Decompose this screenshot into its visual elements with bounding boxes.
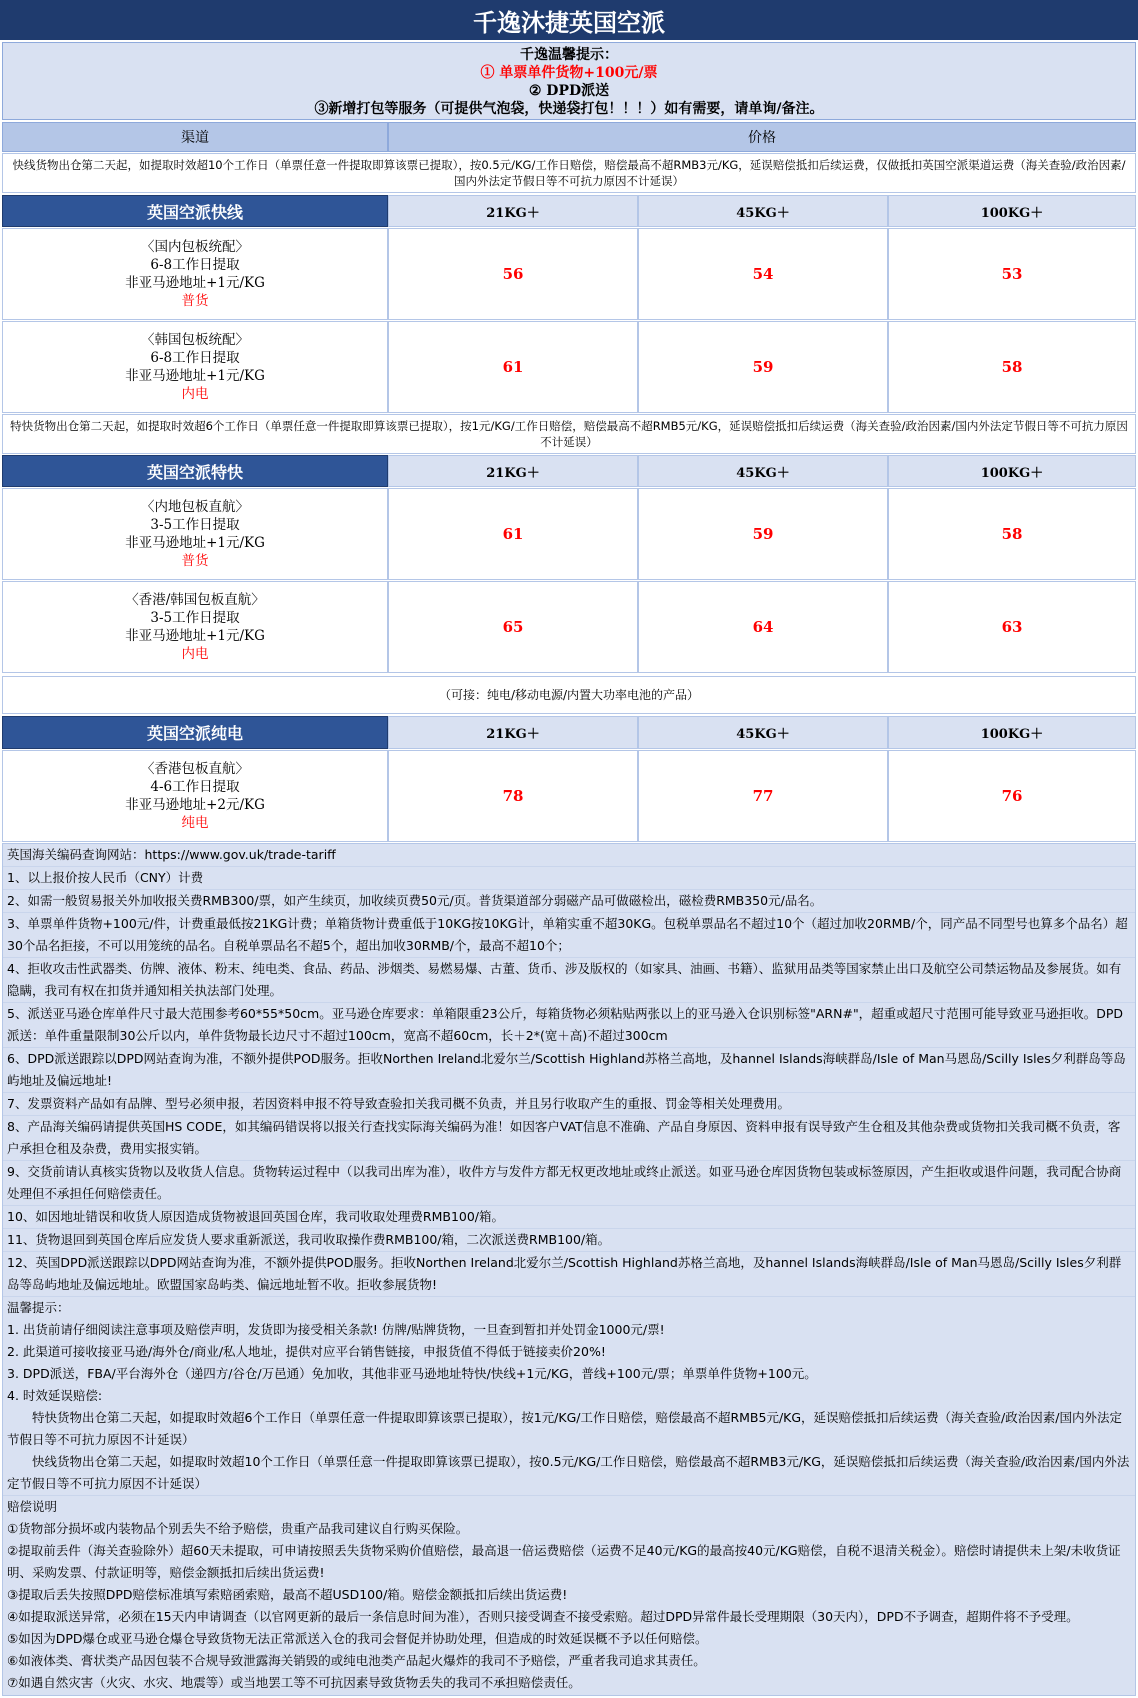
compensation-5: ⑤如因为DPD爆仓或亚马逊仓爆仓导致货物无法正常派送入仓的我司会督促并协助处理，但造成的时效延误概不予以任何赔偿。 <box>7 1631 708 1646</box>
tips-heading: 千逸温馨提示： <box>520 47 618 63</box>
cargo-type-tag: 纯电 <box>181 815 209 831</box>
special-row-1-desc <box>2 488 388 580</box>
special-row-1-price-45: 59 <box>638 488 888 580</box>
surcharge: 非亚马逊地址+2元/KG <box>125 797 265 813</box>
term-12: 12、英国DPD派送跟踪以DPD网站查询为准，不额外提供POD服务。拒收Northen Ireland北爱尔兰/Scottish Highland苏格兰高地，及hannel Islands海峡群岛/Isle of Man马恩岛/Scilly Isles夕利群岛等岛屿地址及偏远地址。欧盟国家岛屿类、偏远地址暂不收。拒收参展货物! <box>3 1252 1135 1297</box>
term-11: 11、货物退回到英国仓库后应发货人要求重新派送，我司收取操作费RMB100/箱，二次派送费RMB100/箱。 <box>3 1229 1135 1252</box>
term-1: 1、以上报价按人民币（CNY）计费 <box>3 867 1135 890</box>
route-name: 〈内地包板直航〉 <box>141 499 249 515</box>
term-8: 8、产品海关编码请提供英国HS CODE，如其编码错误将以报关行查找实际海关编码为准！如因客户VAT信息不准确、产品自身原因、资料申报有误导致产生仓租及其他杂费或货物扣关我司概不负责，客户承担仓租及杂费，费用实报实销。 <box>3 1116 1135 1161</box>
electric-row-1-price-21: 78 <box>388 750 638 842</box>
warm-tip-3: 3. DPD派送，FBA/平台海外仓（递四方/谷仓/万邑通）免加收，其他非亚马逊地址特快/快线+1元/KG，普线+100元/票；单票单件货物+100元。 <box>7 1366 817 1381</box>
transit-time: 6-8工作日提取 <box>150 257 240 273</box>
header-channel: 渠道 <box>2 122 388 152</box>
express-weight-100: 100KG＋ <box>888 195 1136 227</box>
electric-accept-note: （可接：纯电/移动电源/内置大功率电池的产品） <box>2 676 1136 714</box>
term-5: 5、派送亚马逊仓库单件尺寸最大范围参考60*55*50cm。亚马逊仓库要求：单箱限重23公斤，每箱货物必须粘贴两张以上的亚马逊入仓识别标签"ARN#"，超重或超尺寸范围可能导致亚马逊拒收。DPD派送：单件重量限制30公斤以内，单件货物最长边尺寸不超过100cm，宽高不超60cm，长＋2*(宽＋高)不超过300cm <box>3 1003 1135 1048</box>
express-row-1-price-21: 56 <box>388 228 638 320</box>
tips-box <box>2 42 1136 120</box>
electric-row-1-price-45: 77 <box>638 750 888 842</box>
transit-time: 3-5工作日提取 <box>150 517 240 533</box>
express-row-2-desc <box>2 321 388 413</box>
warm-tip-1: 1. 出货前请仔细阅读注意事项及赔偿声明，发货即为接受相关条款! 仿牌/贴牌货物，一旦查到暂扣并处罚金1000元/票! <box>7 1322 665 1337</box>
special-row-2-desc <box>2 581 388 673</box>
cargo-type-tag: 普货 <box>181 553 209 569</box>
tips-line-2: ② DPD派送 <box>528 83 610 99</box>
tariff-website: 英国海关编码查询网站：https://www.gov.uk/trade-tariff <box>3 844 1135 867</box>
compensation-1: ①货物部分损坏或内装物品个别丢失不给予赔偿，贵重产品我司建议自行购买保险。 <box>7 1521 469 1536</box>
terms-section <box>2 843 1136 1696</box>
special-row-2-price-21: 65 <box>388 581 638 673</box>
term-2: 2、如需一般贸易报关外加收报关费RMB300/票，如产生续页，加收续页费50元/页。普货渠道部分弱磁产品可做磁检出，磁检费RMB350元/品名。 <box>3 890 1135 913</box>
electric-row-1-price-100: 76 <box>888 750 1136 842</box>
express-row-1-price-45: 54 <box>638 228 888 320</box>
cargo-type-tag: 普货 <box>181 293 209 309</box>
route-name: 〈香港包板直航〉 <box>141 761 249 777</box>
electric-weight-45: 45KG＋ <box>638 716 888 749</box>
tips-line-3: ③新增打包等服务（可提供气泡袋，快递袋打包！！！）如有需要，请单询/备注。 <box>314 101 824 117</box>
term-3: 3、单票单件货物+100元/件，计费重最低按21KG计费；单箱货物计费重低于10KG按10KG计，单箱实重不超30KG。包税单票品名不超过10个（超过加收20RMB/个，同产品不同型号也算多个品名）超30个品名拒接，不可以用笼统的品名。自税单票品名不超5个，超出加收30RMB/个，最高不超10个； <box>3 913 1135 958</box>
compensation-2: ②提取前丢件（海关查验除外）超60天未提取，可申请按照丢失货物采购价值赔偿，最高退一倍运费赔偿（运费不足40元/KG的最高按40元/KG赔偿，自税不退清关税金）。赔偿时请提供未上架/未收货证明、采购发票、付款证明等，赔偿金额抵扣后续出货运费! <box>7 1543 1121 1580</box>
transit-time: 3-5工作日提取 <box>150 610 240 626</box>
surcharge: 非亚马逊地址+1元/KG <box>125 275 265 291</box>
special-row-2-price-100: 63 <box>888 581 1136 673</box>
warm-tip-4: 4. 时效延误赔偿: <box>7 1388 103 1403</box>
special-row-1-price-100: 58 <box>888 488 1136 580</box>
tips-line-1: ① 单票单件货物+100元/票 <box>480 65 658 81</box>
special-weight-100: 100KG＋ <box>888 455 1136 487</box>
express-row-1-price-100: 53 <box>888 228 1136 320</box>
electric-weight-100: 100KG＋ <box>888 716 1136 749</box>
express-delay-note: 快线货物出仓第二天起，如提取时效超10个工作日（单票任意一件提取即算该票已提取），按0.5元/KG/工作日赔偿，赔偿最高不超RMB3元/KG，延误赔偿抵扣后续运费，仅做抵扣英国空派渠道运费（海关查验/政治因素/国内外法定节假日等不可抗力原因不计延误） <box>2 153 1136 193</box>
warm-tip-2: 2. 此渠道可接收接亚马逊/海外仓/商业/私人地址，提供对应平台销售链接，申报货值不得低于链接卖价20%! <box>7 1344 606 1359</box>
sheet-title: 千逸沐捷英国空派 <box>0 0 1138 40</box>
term-7: 7、发票资料产品如有品牌、型号必须申报，若因资料申报不符导致查验扣关我司概不负责，并且另行收取产生的重报、罚金等相关处理费用。 <box>3 1093 1135 1116</box>
compensation-7: ⑦如遇自然灾害（火灾、水灾、地震等）或当地罢工等不可抗因素导致货物丢失的我司不承担赔偿责任。 <box>7 1675 581 1690</box>
surcharge: 非亚马逊地址+1元/KG <box>125 535 265 551</box>
express-row-2-price-45: 59 <box>638 321 888 413</box>
express-channel-name: 英国空派快线 <box>2 195 388 227</box>
express-weight-21: 21KG＋ <box>388 195 638 227</box>
compensation-title: 赔偿说明 <box>7 1499 58 1514</box>
special-delay-note: 特快货物出仓第二天起，如提取时效超6个工作日（单票任意一件提取即算该票已提取），按1元/KG/工作日赔偿，赔偿最高不超RMB5元/KG，延误赔偿抵扣后续运费（海关查验/政治因素/国内外法定节假日等不可抗力原因不计延误） <box>2 414 1136 454</box>
electric-channel-name: 英国空派纯电 <box>2 716 388 749</box>
transit-time: 4-6工作日提取 <box>150 779 240 795</box>
term-4: 4、拒收攻击性武器类、仿牌、液体、粉末、纯电类、食品、药品、涉烟类、易燃易爆、古董、货币、涉及版权的（如家具、油画、书籍）、监狱用品类等国家禁止出口及航空公司禁运物品及参展货。如有隐瞒，我司有权在扣货并通知相关执法部门处理。 <box>3 958 1135 1003</box>
route-name: 〈韩国包板统配〉 <box>141 332 249 348</box>
compensation-4: ④如提取派送异常，必须在15天内申请调查（以官网更新的最后一条信息时间为准），否则只接受调查不接受索赔。超过DPD异常件最长受理期限（30天内），DPD不予调查，超期件将不予受理。 <box>7 1609 1079 1624</box>
route-name: 〈国内包板统配〉 <box>141 239 249 255</box>
cargo-type-tag: 内电 <box>181 386 209 402</box>
express-weight-45: 45KG＋ <box>638 195 888 227</box>
compensation-6: ⑥如液体类、膏状类产品因包装不合规导致泄露海关销毁的或纯电池类产品起火爆炸的我司不予赔偿，严重者我司追求其责任。 <box>7 1653 706 1668</box>
special-channel-name: 英国空派特快 <box>2 455 388 487</box>
warm-tip-4-special: 特快货物出仓第二天起，如提取时效超6个工作日（单票任意一件提取即算该票已提取），按1元/KG/工作日赔偿，赔偿最高不超RMB5元/KG，延误赔偿抵扣后续运费（海关查验/政治因素/国内外法定节假日等不可抗力原因不计延误） <box>7 1410 1122 1447</box>
route-name: 〈香港/韩国包板直航〉 <box>125 592 265 608</box>
express-row-2-price-21: 61 <box>388 321 638 413</box>
header-price: 价格 <box>388 122 1136 152</box>
electric-weight-21: 21KG＋ <box>388 716 638 749</box>
cargo-type-tag: 内电 <box>181 646 209 662</box>
electric-row-1-desc <box>2 750 388 842</box>
express-row-2-price-100: 58 <box>888 321 1136 413</box>
special-row-1-price-21: 61 <box>388 488 638 580</box>
warm-tips-title: 温馨提示： <box>7 1300 70 1315</box>
surcharge: 非亚马逊地址+1元/KG <box>125 368 265 384</box>
express-row-1-desc <box>2 228 388 320</box>
special-row-2-price-45: 64 <box>638 581 888 673</box>
compensation-3: ③提取后丢失按照DPD赔偿标准填写索赔函索赔，最高不超USD100/箱。赔偿金额抵扣后续出货运费! <box>7 1587 568 1602</box>
term-9: 9、交货前请认真核实货物以及收货人信息。货物转运过程中（以我司出库为准），收件方与发件方都无权更改地址或终止派送。如亚马逊仓库因货物包装或标签原因，产生拒收或退件问题，我司配合协商处理但不承担任何赔偿责任。 <box>3 1161 1135 1206</box>
special-weight-45: 45KG＋ <box>638 455 888 487</box>
warm-tip-4-express: 快线货物出仓第二天起，如提取时效超10个工作日（单票任意一件提取即算该票已提取），按0.5元/KG/工作日赔偿，赔偿最高不超RMB3元/KG，延误赔偿抵扣后续运费（海关查验/政治因素/国内外法定节假日等不可抗力原因不计延误） <box>3 1451 1135 1496</box>
special-weight-21: 21KG＋ <box>388 455 638 487</box>
transit-time: 6-8工作日提取 <box>150 350 240 366</box>
term-6: 6、DPD派送跟踪以DPD网站查询为准，不额外提供POD服务。拒收Northen Ireland北爱尔兰/Scottish Highland苏格兰高地，及hannel Islands海峡群岛/Isle of Man马恩岛/Scilly Isles夕利群岛等岛屿地址及偏远地址! <box>3 1048 1135 1093</box>
term-10: 10、如因地址错误和收货人原因造成货物被退回英国仓库，我司收取处理费RMB100/箱。 <box>3 1206 1135 1229</box>
surcharge: 非亚马逊地址+1元/KG <box>125 628 265 644</box>
